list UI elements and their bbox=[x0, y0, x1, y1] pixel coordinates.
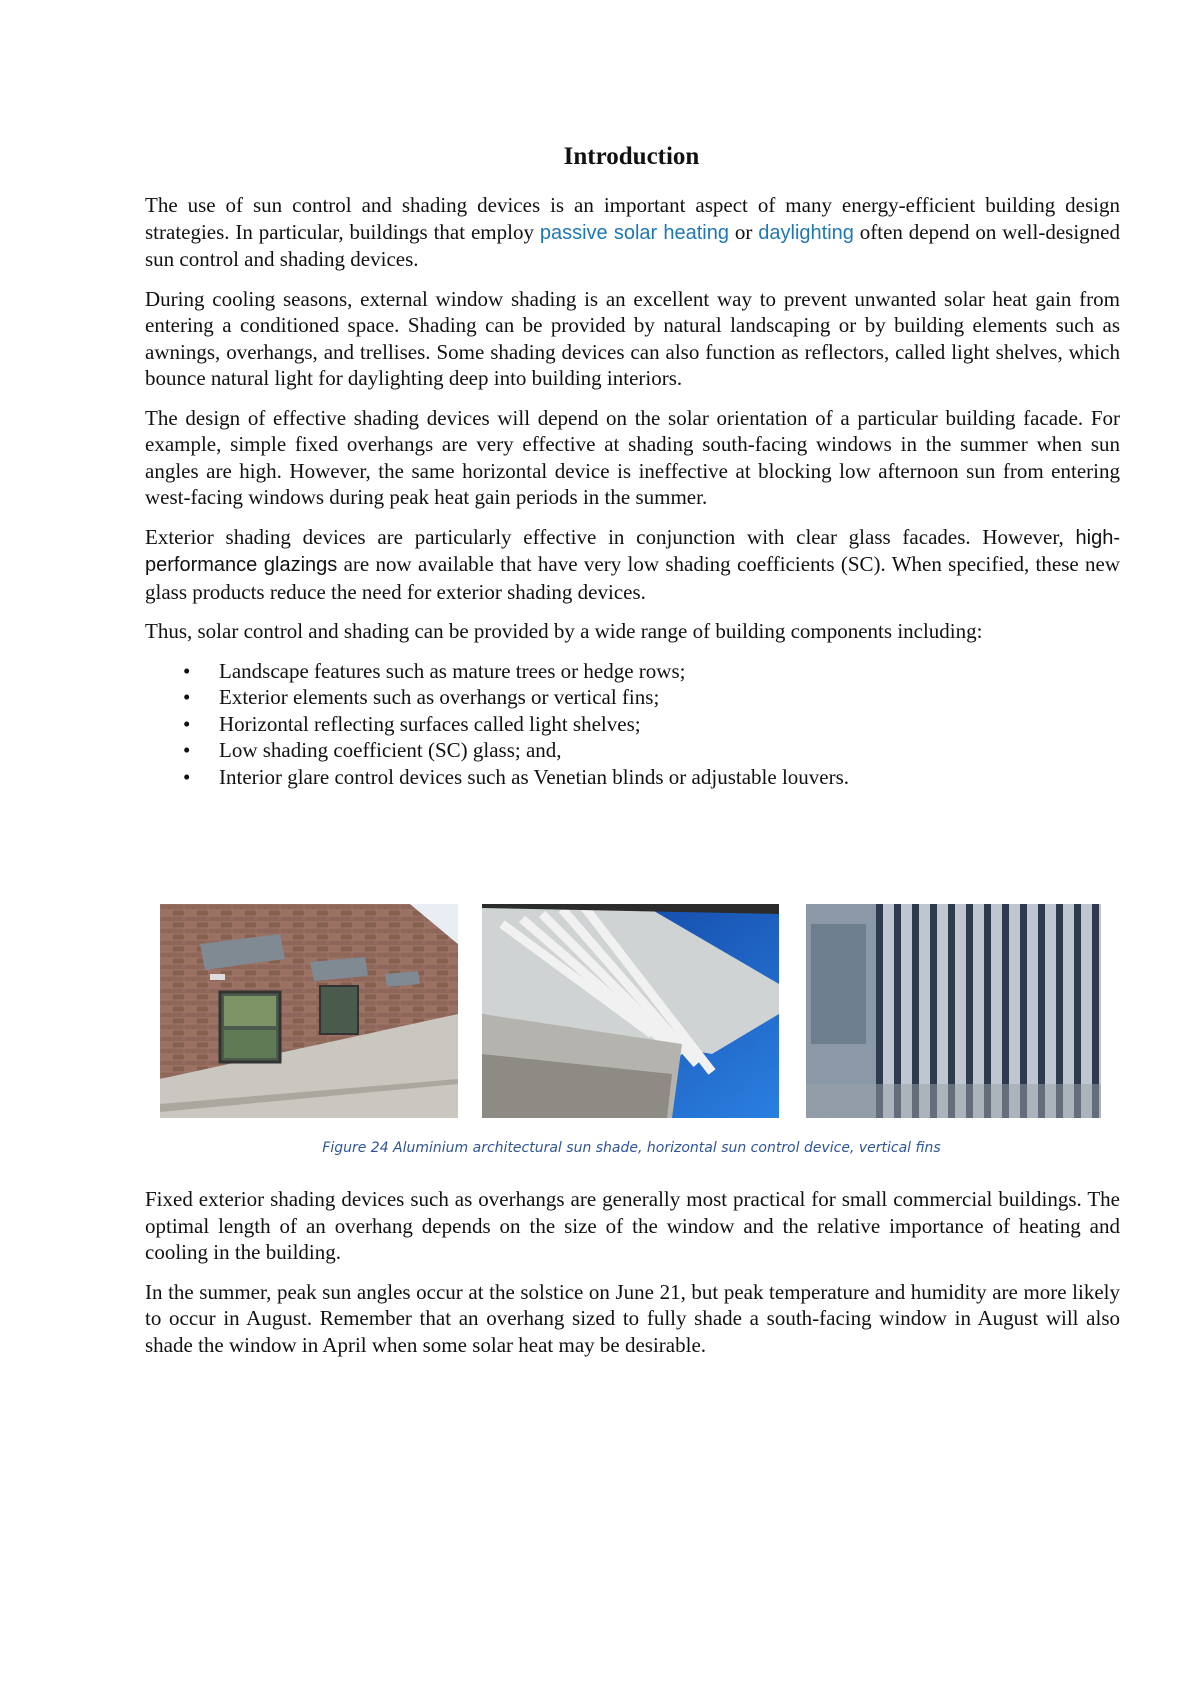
list-item-text: Exterior elements such as overhangs or vertical fins; bbox=[219, 685, 660, 709]
list-item bbox=[145, 711, 1120, 738]
paragraph-summer: In the summer, peak sun angles occur at the solstice on June 21, but peak temperature and humidity are more likely to occur in August. Remember that an overhang sized to fully shade a south-facing window in August will also shade the window in April when some solar heat may be desirable. bbox=[145, 1279, 1120, 1357]
list-item bbox=[145, 737, 1120, 764]
photo-vertical-fins bbox=[806, 904, 1101, 1118]
link-daylighting[interactable]: daylighting bbox=[758, 221, 854, 244]
text-run: The use of sun control and shading devices is an important aspect of many energy-efficient building design strategies. In particular, buildings that employ bbox=[145, 193, 1120, 244]
list-item bbox=[145, 658, 1120, 685]
paragraph-exterior-shading bbox=[145, 524, 1120, 606]
text-run: Exterior shading devices are particularly effective in conjunction with clear glass facades. However, bbox=[145, 524, 1076, 549]
list-item bbox=[145, 684, 1120, 711]
bullet-glyph: • bbox=[183, 658, 191, 683]
list-item-text: Horizontal reflecting surfaces called light shelves; bbox=[219, 711, 641, 736]
bullet-glyph: • bbox=[183, 711, 191, 736]
paragraph-intro bbox=[145, 192, 1120, 273]
paragraph-design: The design of effective shading devices will depend on the solar orientation of a particular building facade. For example, simple fixed overhangs are very effective at shading south-facing windows in the summer when sun angles are high. However, the same horizontal device is ineffective at blocking low afternoon sun from entering west-facing windows during peak heat gain periods in the summer. bbox=[145, 405, 1120, 509]
figure-24-photos bbox=[160, 904, 1110, 1118]
paragraph-components-intro: Thus, solar control and shading can be provided by a wide range of building components including: bbox=[145, 619, 983, 643]
photo-aluminium-sun-shade bbox=[160, 904, 458, 1118]
paragraph-fixed-exterior: Fixed exterior shading devices such as overhangs are generally most practical for small commercial buildings. The optimal length of an overhang depends on the size of the window and the relative importance of heating and cooling in the building. bbox=[145, 1187, 1120, 1264]
list-item-text: Low shading coefficient (SC) glass; and, bbox=[219, 738, 562, 762]
list-item-text: Landscape features such as mature trees or hedge rows; bbox=[219, 658, 686, 683]
figure-caption: Figure 24 Aluminium architectural sun shade, horizontal sun control device, vertical fins bbox=[322, 1140, 941, 1156]
page-title: Introduction bbox=[563, 143, 700, 170]
text-run: often depend on well-designed sun control and shading devices. bbox=[145, 219, 1120, 271]
components-list bbox=[145, 658, 1120, 791]
bullet-glyph: • bbox=[183, 685, 191, 709]
list-item bbox=[145, 764, 1120, 791]
text-run: are now available that have very low shading coefficients (SC). When specified, these new glass products reduce the need for exterior shading devices. bbox=[145, 552, 1120, 604]
bullet-glyph: • bbox=[183, 738, 191, 762]
list-item-text: Interior glare control devices such as Venetian blinds or adjustable louvers. bbox=[219, 764, 850, 789]
bullet-glyph: • bbox=[183, 764, 191, 789]
photo-horizontal-sun-control-device bbox=[482, 904, 779, 1118]
text-run: or bbox=[729, 219, 759, 244]
paragraph-cooling-seasons: During cooling seasons, external window shading is an excellent way to prevent unwanted solar heat gain from entering a conditioned space. Shading can be provided by natural landscaping or by building elements such as awnings, overhangs, and trellises. Some shading devices can also function as reflectors, called light shelves, which bounce natural light for daylighting deep into building interiors. bbox=[145, 286, 1120, 390]
link-passive-solar-heating[interactable]: passive solar heating bbox=[539, 221, 729, 244]
body-section-1 bbox=[145, 192, 1120, 790]
term-high-performance-glazings: high-performance glazings bbox=[145, 526, 1120, 576]
body-section-2 bbox=[145, 1186, 1120, 1371]
